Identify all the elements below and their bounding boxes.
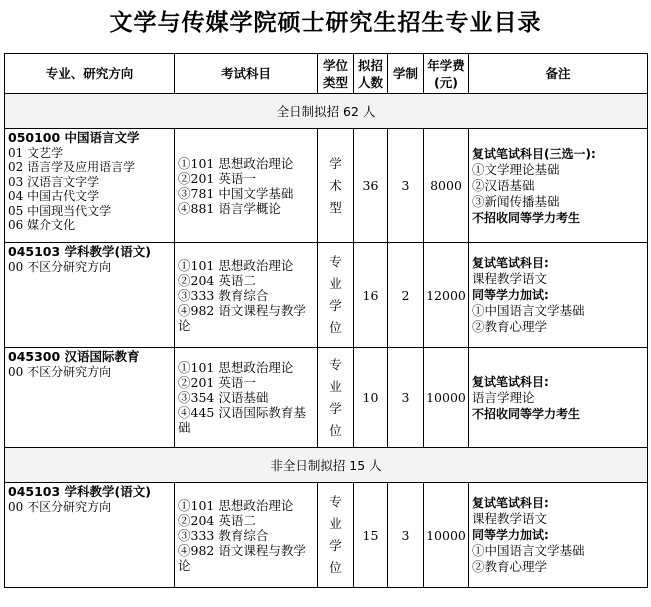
page-title: 文学与传媒学院硕士研究生招生专业目录 [109, 10, 542, 36]
remark-line: 复试笔试科目: [472, 496, 549, 510]
degree-type-char: 学 [329, 155, 342, 171]
header-fee-line2: (元) [434, 74, 458, 90]
research-direction: 05 中国现当代文学 [8, 203, 112, 218]
major-cell [5, 483, 175, 588]
exam-subject: ③333 教育综合 [178, 527, 269, 543]
degree-type-char: 专 [329, 254, 342, 269]
degree-type-char: 业 [329, 516, 342, 531]
major-cell [5, 129, 175, 243]
remark-line: 复试笔试科目: [472, 256, 549, 270]
degree-type-char: 学 [329, 298, 342, 313]
exam-subject: ①101 思想政治理论 [178, 155, 294, 171]
major-name: 045103 学科教学(语文) [8, 484, 151, 499]
research-direction: 03 汉语言文字学 [8, 174, 100, 189]
exam-subject: ②204 英语二 [178, 272, 256, 288]
remark-line: ①中国语言文学基础 [472, 303, 585, 318]
exam-subject: ②204 英语二 [178, 512, 256, 528]
exam-subject: ①101 思想政治理论 [178, 360, 294, 375]
major-name: 045300 汉语国际教育 [8, 349, 140, 364]
header-degree-line1: 学位 [322, 57, 348, 73]
fee-cell: 8000 [424, 129, 469, 243]
remark-cell [469, 243, 648, 348]
header-remark: 备注 [469, 54, 648, 94]
remark-line: 复试笔试科目: [472, 374, 549, 389]
remark-line: ①文学理论基础 [472, 161, 560, 177]
degree-type-char: 位 [329, 560, 342, 575]
degree-type-char: 学 [329, 538, 342, 553]
exam-subject: ②201 英语一 [178, 375, 256, 390]
remark-line: 复试笔试科目(三选一): [472, 146, 596, 161]
exam-subjects-cell [175, 243, 318, 348]
major-cell [5, 243, 175, 348]
fee-cell: 10000 [424, 483, 469, 588]
exam-subject: ④982 语文课程与教学论 [178, 542, 306, 573]
remark-line: 同等学力加试: [472, 528, 549, 542]
remark-cell [469, 483, 648, 588]
degree-type-char: 学 [329, 400, 342, 416]
degree-type-char: 业 [329, 378, 342, 394]
degree-type-char: 专 [329, 494, 342, 509]
header-major: 专业、研究方向 [5, 54, 175, 94]
quota-cell: 10 [354, 348, 388, 448]
exam-subjects-cell [175, 483, 318, 588]
exam-subject: ②201 英语一 [178, 170, 256, 186]
degree-type-char: 专 [329, 356, 342, 372]
section-header-row [5, 94, 648, 129]
research-direction: 01 文艺学 [8, 145, 64, 160]
degree-type-cell [318, 129, 354, 243]
research-direction: 00 不区分研究方向 [8, 259, 112, 274]
major-cell [5, 348, 175, 448]
degree-type-char: 业 [329, 276, 342, 291]
remark-line: 不招收同等学力考生 [472, 406, 581, 421]
program-row [5, 129, 648, 243]
remark-line: ③新闻传播基础 [472, 193, 560, 209]
program-row [5, 348, 648, 448]
remark-line: 课程教学语文 [472, 271, 548, 286]
header-subjects: 考试科目 [175, 54, 318, 94]
section-label: 非全日制拟招 15 人 [5, 448, 648, 483]
quota-cell: 16 [354, 243, 388, 348]
degree-type-char: 术 [329, 177, 342, 193]
header-years: 学制 [388, 54, 424, 94]
remark-line: 不招收同等学力考生 [472, 210, 581, 225]
header-quota-line2: 人数 [357, 74, 383, 90]
degree-type-cell [318, 348, 354, 448]
remark-line: 同等学力加试: [472, 288, 549, 302]
exam-subject: ③333 教育综合 [178, 287, 269, 303]
exam-subjects-cell [175, 348, 318, 448]
fee-cell: 10000 [424, 348, 469, 448]
exam-subject: ③781 中国文学基础 [178, 185, 294, 201]
program-catalog-table [4, 53, 648, 588]
exam-subject: ①101 思想政治理论 [178, 497, 294, 513]
exam-subject: ④445 汉语国际教育基础 [178, 405, 306, 435]
remark-line: ②教育心理学 [472, 319, 548, 334]
remark-line: 课程教学语文 [472, 511, 548, 526]
section-label: 全日制拟招 62 人 [5, 94, 648, 129]
header-degree-line2: 类型 [322, 74, 348, 90]
major-name: 045103 学科教学(语文) [8, 244, 151, 259]
header-quota-line1: 拟招 [357, 57, 383, 73]
research-direction: 00 不区分研究方向 [8, 499, 112, 514]
research-direction: 00 不区分研究方向 [8, 364, 112, 379]
years-cell: 3 [388, 129, 424, 243]
section-header-row [5, 448, 648, 483]
remark-line: ②汉语基础 [472, 177, 535, 193]
catalog-body [5, 94, 648, 588]
header-fee [424, 54, 469, 94]
research-direction: 04 中国古代文学 [8, 189, 100, 203]
header-degree-type [318, 54, 354, 94]
quota-cell: 36 [354, 129, 388, 243]
degree-type-char: 位 [329, 422, 342, 438]
exam-subjects-cell [175, 129, 318, 243]
remark-cell [469, 129, 648, 243]
exam-subject: ④982 语文课程与教学论 [178, 302, 306, 333]
research-direction: 06 媒介文化 [8, 218, 76, 232]
program-row [5, 483, 648, 588]
header-row [5, 54, 648, 94]
remark-line: 语言学理论 [472, 389, 535, 405]
degree-type-cell [318, 483, 354, 588]
remark-line: ①中国语言文学基础 [472, 543, 585, 558]
header-fee-line1: 年学费 [427, 57, 465, 73]
degree-type-cell [318, 243, 354, 348]
program-row [5, 243, 648, 348]
years-cell: 3 [388, 483, 424, 588]
years-cell: 2 [388, 243, 424, 348]
fee-cell: 12000 [424, 243, 469, 348]
header-quota [354, 54, 388, 94]
exam-subject: ①101 思想政治理论 [178, 257, 294, 273]
quota-cell: 15 [354, 483, 388, 588]
years-cell: 3 [388, 348, 424, 448]
degree-type-char: 位 [329, 320, 342, 335]
exam-subject: ④881 语言学概论 [178, 200, 281, 216]
remark-cell [469, 348, 648, 448]
major-name: 050100 中国语言文学 [8, 130, 140, 145]
research-direction: 02 语言学及应用语言学 [8, 160, 136, 174]
exam-subject: ③354 汉语基础 [178, 390, 269, 405]
remark-line: ②教育心理学 [472, 559, 548, 574]
degree-type-char: 型 [329, 199, 342, 215]
